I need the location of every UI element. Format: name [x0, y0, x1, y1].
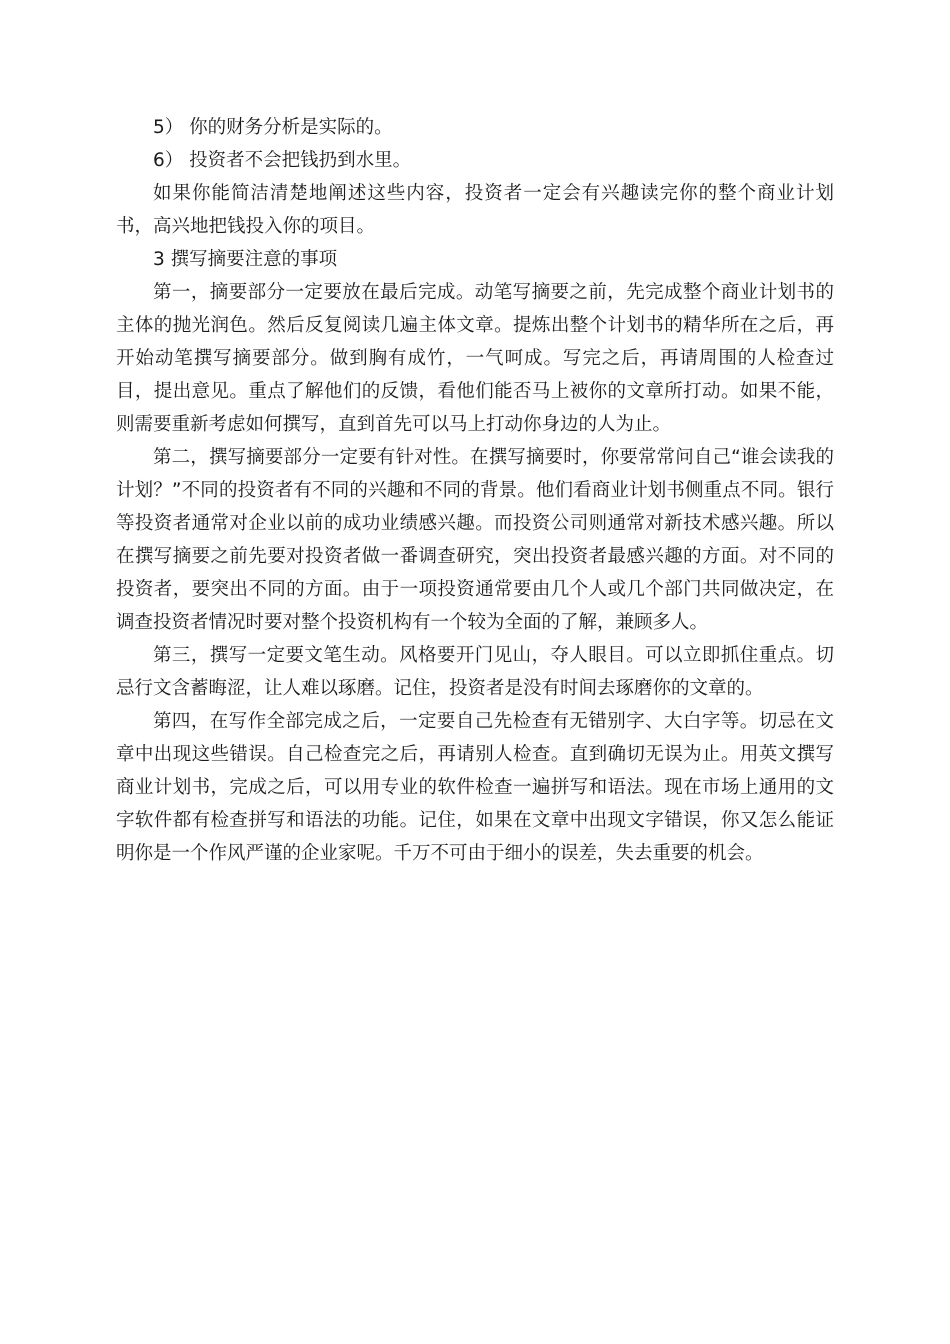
- paragraph-second: 第二，撰写摘要部分一定要有针对性。在撰写摘要时，你要常常问自己“谁会读我的计划？”不同的投资者有不同的兴趣和不同的背景。他们看商业计划书侧重点不同。银行等投资者通常对企业以前的成功业绩感兴趣。而投资公司则通常对新技术感兴趣。所以在撰写摘要之前先要对投资者做一番调查研究，突出投资者最感兴趣的方面。对不同的投资者，要突出不同的方面。由于一项投资通常要由几个人或几个部门共同做决定，在调查投资者情况时要对整个投资机构有一个较为全面的了解，兼顾多人。: [116, 447, 834, 633]
- intro-paragraph: 如果你能简洁清楚地阐述这些内容，投资者一定会有兴趣读完你的整个商业计划书，高兴地把钱投入你的项目。: [116, 183, 834, 237]
- paragraph-third: 第三，撰写一定要文笔生动。风格要开门见山，夺人眼目。可以立即抓住重点。切忌行文含蓄晦涩，让人难以琢磨。记住，投资者是没有时间去琢磨你的文章的。: [116, 645, 834, 699]
- list-item-5: 5） 你的财务分析是实际的。: [153, 117, 393, 138]
- section-heading: 3 撰写摘要注意的事项: [153, 249, 338, 270]
- paragraph-fourth: 第四，在写作全部完成之后，一定要自己先检查有无错别字、大白字等。切忌在文章中出现这些错误。自己检查完之后，再请别人检查。直到确切无误为止。用英文撰写商业计划书，完成之后，可以用专业的软件检查一遍拼写和语法。现在市场上通用的文字软件都有检查拼写和语法的功能。记住，如果在文章中出现文字错误，你又怎么能证明你是一个作风严谨的企业家呢。千万不可由于细小的误差，失去重要的机会。: [116, 711, 834, 864]
- paragraph-first: 第一，摘要部分一定要放在最后完成。动笔写摘要之前，先完成整个商业计划书的主体的抛光润色。然后反复阅读几遍主体文章。提炼出整个计划书的精华所在之后，再开始动笔撰写摘要部分。做到胸有成竹，一气呵成。写完之后，再请周围的人检查过目，提出意见。重点了解他们的反馈，看他们能否马上被你的文章所打动。如果不能，则需要重新考虑如何撰写，直到首先可以马上打动你身边的人为止。: [116, 282, 834, 435]
- document-body: [116, 111, 834, 870]
- list-item-6: 6） 投资者不会把钱扔到水里。: [153, 150, 412, 171]
